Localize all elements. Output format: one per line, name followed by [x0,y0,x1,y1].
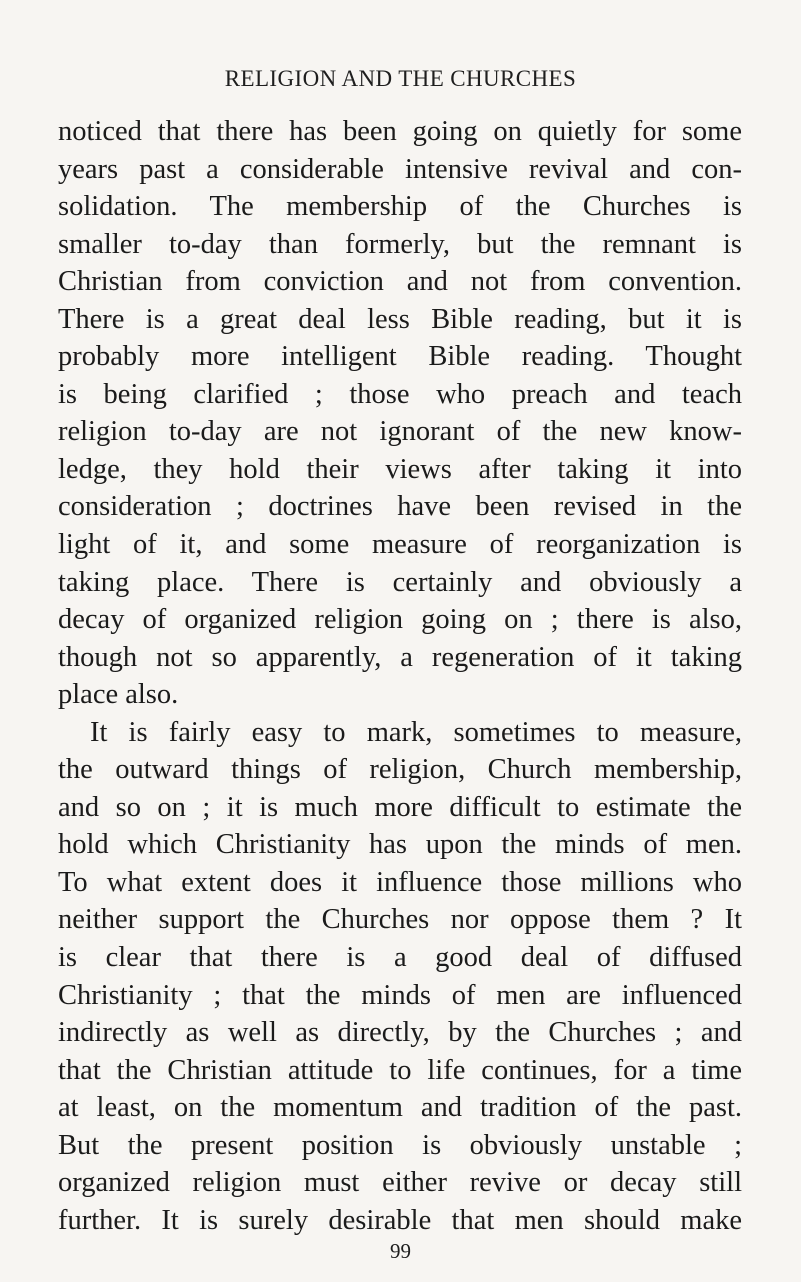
text-line: taking place. There is certainly and obviously a [58,566,742,598]
text-line: ledge, they hold their views after taking it into [58,453,742,485]
text-line: the outward things of religion, Church membership, [58,754,742,786]
text-line: place also. [58,679,179,711]
running-head: RELIGION AND THE CHURCHES [224,66,577,91]
text-line: is clear that there is a good deal of diffused [58,942,742,974]
text-line: at least, on the momentum and tradition of the past. [58,1092,742,1124]
text-line: neither support the Churches nor oppose them ? It [58,904,742,936]
text-line: though not so apparently, a regeneration of it taking [58,641,742,673]
body-text [58,113,742,1239]
text-line: decay of organized religion going on ; there is also, [58,604,742,636]
text-line: noticed that there has been going on quietly for some [58,116,742,147]
text-line: Christianity ; that the minds of men are influenced [58,979,742,1011]
text-line: Christian from conviction and not from convention. [58,266,742,298]
text-line: consideration ; doctrines have been revised in the [58,491,742,523]
text-line: To what extent does it influence those millions who [58,866,742,898]
text-line: light of it, and some measure of reorganization is [58,529,742,561]
text-line: probably more intelligent Bible reading. Thought [58,341,742,373]
text-line: But the present position is obviously unstable ; [58,1129,742,1161]
text-line: hold which Christianity has upon the minds of men. [58,829,742,861]
text-line: and so on ; it is much more difficult to estimate the [58,791,742,823]
text-line: religion to-day are not ignorant of the new know- [58,416,742,448]
text-line: smaller to-day than formerly, but the remnant is [58,228,742,260]
text-line: further. It is surely desirable that men should make [58,1204,742,1236]
text-line: There is a great deal less Bible reading, but it is [58,303,742,335]
text-line: indirectly as well as directly, by the Churches ; and [58,1017,742,1049]
page-number: 99 [390,1239,411,1263]
text-line: organized religion must either revive or decay still [58,1167,742,1199]
text-line: It is fairly easy to mark, sometimes to measure, [90,716,742,748]
text-line: is being clarified ; those who preach and teach [58,378,742,410]
text-line: solidation. The membership of the Churches is [58,191,742,223]
text-line: that the Christian attitude to life continues, for a time [58,1054,742,1086]
text-line: years past a considerable intensive revival and con- [58,153,742,185]
